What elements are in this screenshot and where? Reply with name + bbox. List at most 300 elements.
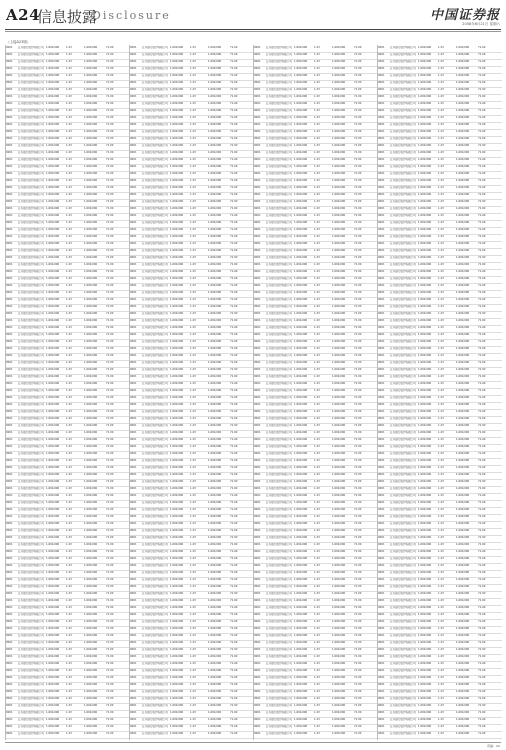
table-cell: 1.23: [190, 164, 196, 168]
table-cell: 江苏银行股份有限公司: [266, 346, 292, 350]
table-cell: 1,000,000: [46, 717, 60, 721]
table-cell: 71.00: [106, 535, 114, 539]
table-cell: 1.23: [438, 591, 444, 595]
table-cell: 1,000,000: [294, 640, 308, 644]
table-cell: 江苏银行股份有限公司: [266, 451, 292, 455]
table-cell: 江苏银行股份有限公司: [142, 514, 168, 518]
table-cell: 江苏银行股份有限公司: [18, 472, 44, 476]
table-cell: 江苏银行股份有限公司: [390, 479, 416, 483]
table-cell: 71.00: [230, 493, 238, 497]
table-cell: 江苏银行股份有限公司: [390, 59, 416, 63]
table-cell: 0001: [254, 374, 261, 378]
table-cell: 1,000,000: [294, 472, 308, 476]
table-cell: 71.00: [354, 199, 362, 203]
table-cell: 0001: [130, 710, 137, 714]
table-cell: 71.00: [106, 577, 114, 581]
table-cell: 0001: [378, 423, 385, 427]
table-cell: 71.00: [478, 710, 486, 714]
table-cell: 江苏银行股份有限公司: [266, 227, 292, 231]
table-cell: 71.00: [230, 619, 238, 623]
table-cell: 1,000,000: [418, 73, 432, 77]
table-cell: 江苏银行股份有限公司: [266, 444, 292, 448]
table-cell: 0001: [254, 339, 261, 343]
table-cell: 71.00: [230, 612, 238, 616]
table-cell: 江苏银行股份有限公司: [266, 682, 292, 686]
table-cell: 1,000,000: [456, 423, 470, 427]
table-cell: 1,000,000: [332, 269, 346, 273]
table-cell: 1,000,000: [456, 101, 470, 105]
table-cell: 71.00: [354, 612, 362, 616]
table-cell: 71.00: [478, 654, 486, 658]
table-cell: 0001: [254, 52, 261, 56]
table-cell: 1,000,000: [208, 598, 222, 602]
table-cell: 0001: [254, 73, 261, 77]
table-cell: 0001: [130, 458, 137, 462]
table-cell: 江苏银行股份有限公司: [390, 458, 416, 462]
table-cell: 71.00: [106, 556, 114, 560]
table-cell: 1,000,000: [46, 661, 60, 665]
table-cell: 江苏银行股份有限公司: [18, 486, 44, 490]
table-cell: 0001: [254, 514, 261, 518]
table-cell: 1,000,000: [456, 500, 470, 504]
table-cell: 1,000,000: [170, 241, 184, 245]
table-cell: 71.00: [230, 73, 238, 77]
table-cell: 1,000,000: [208, 703, 222, 707]
table-cell: 1,000,000: [418, 255, 432, 259]
table-cell: 71.00: [106, 136, 114, 140]
table-cell: 1,000,000: [46, 430, 60, 434]
table-cell: 江苏银行股份有限公司: [18, 549, 44, 553]
table-cell: 71.00: [478, 101, 486, 105]
table-cell: 0001: [254, 59, 261, 63]
table-cell: 1,000,000: [294, 654, 308, 658]
table-cell: 1,000,000: [418, 486, 432, 490]
table-cell: 71.00: [106, 311, 114, 315]
table-cell: 1.23: [66, 409, 72, 413]
table-cell: 71.00: [106, 255, 114, 259]
table-cell: 71.00: [106, 465, 114, 469]
table-cell: 1,000,000: [170, 668, 184, 672]
table-cell: 江苏银行股份有限公司: [266, 409, 292, 413]
table-cell: 1,000,000: [46, 493, 60, 497]
table-cell: 1,000,000: [418, 521, 432, 525]
table-cell: 1,000,000: [84, 682, 98, 686]
table-cell: 1.23: [314, 241, 320, 245]
table-cell: 1,000,000: [208, 339, 222, 343]
table-cell: 0001: [6, 101, 13, 105]
table-cell: 1,000,000: [84, 297, 98, 301]
table-cell: 71.00: [478, 521, 486, 525]
table-cell: 71.00: [106, 94, 114, 98]
table-cell: 江苏银行股份有限公司: [142, 248, 168, 252]
table-cell: 1,000,000: [294, 647, 308, 651]
table-cell: 0001: [254, 451, 261, 455]
table-cell: 江苏银行股份有限公司: [266, 563, 292, 567]
table-cell: 1.23: [438, 563, 444, 567]
table-cell: 江苏银行股份有限公司: [266, 577, 292, 581]
table-cell: 1,000,000: [208, 262, 222, 266]
table-cell: 江苏银行股份有限公司: [390, 248, 416, 252]
table-cell: 71.00: [106, 654, 114, 658]
table-cell: 71.00: [354, 262, 362, 266]
table-cell: 1.23: [438, 381, 444, 385]
table-cell: 1.23: [190, 423, 196, 427]
table-cell: 1,000,000: [418, 87, 432, 91]
table-cell: 1.23: [314, 94, 320, 98]
table-cell: 江苏银行股份有限公司: [266, 297, 292, 301]
table-cell: 0001: [6, 136, 13, 140]
table-cell: 1,000,000: [46, 129, 60, 133]
table-cell: 71.00: [106, 220, 114, 224]
table-cell: 1,000,000: [84, 514, 98, 518]
table-cell: 1,000,000: [84, 241, 98, 245]
table-cell: 0001: [130, 87, 137, 91]
table-cell: 0001: [254, 157, 261, 161]
table-cell: 0001: [378, 640, 385, 644]
table-cell: 1,000,000: [456, 619, 470, 623]
table-cell: 1,000,000: [332, 227, 346, 231]
table-cell: 1,000,000: [170, 570, 184, 574]
table-cell: 0001: [254, 626, 261, 630]
table-cell: 江苏银行股份有限公司: [18, 129, 44, 133]
table-cell: 1,000,000: [46, 388, 60, 392]
table-cell: 71.00: [478, 283, 486, 287]
table-cell: 1,000,000: [170, 493, 184, 497]
table-cell: 0001: [6, 717, 13, 721]
table-cell: 1,000,000: [294, 584, 308, 588]
table-cell: 江苏银行股份有限公司: [266, 255, 292, 259]
table-cell: 0001: [378, 598, 385, 602]
table-cell: 江苏银行股份有限公司: [18, 626, 44, 630]
table-column: [5, 45, 130, 740]
table-cell: 1.23: [66, 556, 72, 560]
table-row: [6, 731, 130, 739]
table-cell: 71.00: [106, 570, 114, 574]
table-column: [253, 45, 378, 740]
table-cell: 0001: [130, 374, 137, 378]
table-cell: 1.23: [438, 724, 444, 728]
table-cell: 0001: [130, 108, 137, 112]
table-cell: 1.23: [66, 437, 72, 441]
table-cell: 江苏银行股份有限公司: [266, 52, 292, 56]
table-cell: 71.00: [230, 136, 238, 140]
table-cell: 0001: [130, 549, 137, 553]
table-cell: 0001: [378, 675, 385, 679]
table-cell: 江苏银行股份有限公司: [142, 577, 168, 581]
table-cell: 江苏银行股份有限公司: [390, 374, 416, 378]
table-cell: 江苏银行股份有限公司: [142, 164, 168, 168]
table-cell: 0001: [130, 521, 137, 525]
table-cell: 1,000,000: [170, 353, 184, 357]
table-cell: 0001: [378, 500, 385, 504]
table-cell: 江苏银行股份有限公司: [18, 556, 44, 560]
table-cell: 71.00: [478, 717, 486, 721]
table-cell: 0001: [254, 241, 261, 245]
table-cell: 江苏银行股份有限公司: [390, 500, 416, 504]
table-cell: 1,000,000: [294, 535, 308, 539]
table-cell: 1,000,000: [294, 619, 308, 623]
table-cell: 江苏银行股份有限公司: [390, 570, 416, 574]
table-cell: 1,000,000: [208, 528, 222, 532]
table-cell: 1,000,000: [84, 696, 98, 700]
table-cell: 1.23: [190, 87, 196, 91]
table-cell: 1,000,000: [208, 696, 222, 700]
table-cell: 0001: [6, 325, 13, 329]
table-cell: 1,000,000: [294, 570, 308, 574]
table-cell: 1,000,000: [418, 584, 432, 588]
table-cell: 0001: [130, 507, 137, 511]
table-cell: 0001: [130, 73, 137, 77]
table-cell: 1.23: [190, 241, 196, 245]
table-cell: 71.00: [106, 339, 114, 343]
table-cell: 江苏银行股份有限公司: [390, 633, 416, 637]
table-cell: 1,000,000: [46, 178, 60, 182]
table-cell: 0001: [130, 115, 137, 119]
table-cell: 1.23: [66, 703, 72, 707]
table-cell: 1.23: [190, 318, 196, 322]
table-cell: 1,000,000: [332, 423, 346, 427]
table-cell: 1,000,000: [418, 129, 432, 133]
table-cell: 1,000,000: [208, 283, 222, 287]
table-cell: 1,000,000: [456, 612, 470, 616]
table-cell: 1,000,000: [208, 570, 222, 574]
table-cell: 1,000,000: [170, 171, 184, 175]
table-cell: 1,000,000: [170, 66, 184, 70]
table-cell: 1,000,000: [208, 584, 222, 588]
table-cell: 江苏银行股份有限公司: [142, 115, 168, 119]
table-cell: 1.23: [66, 535, 72, 539]
table-cell: 江苏银行股份有限公司: [266, 241, 292, 245]
table-cell: 1.23: [314, 514, 320, 518]
table-cell: 1,000,000: [332, 276, 346, 280]
table-cell: 71.00: [354, 696, 362, 700]
table-cell: 1.23: [190, 234, 196, 238]
table-cell: 1.23: [438, 549, 444, 553]
table-cell: 71.00: [106, 724, 114, 728]
table-cell: 1.23: [66, 227, 72, 231]
table-cell: 1,000,000: [418, 731, 432, 735]
table-cell: 0001: [378, 703, 385, 707]
table-cell: 1,000,000: [170, 619, 184, 623]
table-cell: 1.23: [438, 423, 444, 427]
table-cell: 71.00: [106, 626, 114, 630]
table-cell: 江苏银行股份有限公司: [142, 45, 168, 49]
table-cell: 1,000,000: [208, 675, 222, 679]
table-cell: 1,000,000: [418, 80, 432, 84]
table-cell: 1,000,000: [332, 486, 346, 490]
table-cell: 0001: [6, 115, 13, 119]
table-cell: 71.00: [106, 360, 114, 364]
table-cell: 江苏银行股份有限公司: [266, 703, 292, 707]
table-cell: 71.00: [354, 598, 362, 602]
table-cell: 1,000,000: [456, 549, 470, 553]
table-cell: 1,000,000: [170, 423, 184, 427]
table-cell: 1.23: [66, 507, 72, 511]
table-cell: 江苏银行股份有限公司: [18, 157, 44, 161]
table-cell: 0001: [130, 444, 137, 448]
table-cell: 1,000,000: [456, 710, 470, 714]
table-cell: 71.00: [354, 367, 362, 371]
table-cell: 江苏银行股份有限公司: [390, 332, 416, 336]
table-cell: 1.23: [314, 290, 320, 294]
table-cell: 江苏银行股份有限公司: [390, 605, 416, 609]
table-cell: 1,000,000: [456, 626, 470, 630]
table-cell: 江苏银行股份有限公司: [18, 640, 44, 644]
table-cell: 71.00: [354, 661, 362, 665]
table-cell: 1,000,000: [294, 675, 308, 679]
table-cell: 0001: [254, 87, 261, 91]
table-cell: 1,000,000: [46, 598, 60, 602]
table-cell: 71.00: [230, 339, 238, 343]
table-cell: 71.00: [230, 451, 238, 455]
table-cell: 江苏银行股份有限公司: [266, 192, 292, 196]
table-cell: 71.00: [230, 395, 238, 399]
table-cell: 江苏银行股份有限公司: [390, 451, 416, 455]
table-cell: 江苏银行股份有限公司: [266, 220, 292, 224]
table-cell: 71.00: [106, 318, 114, 322]
table-cell: 1.23: [314, 185, 320, 189]
table-cell: 0001: [378, 591, 385, 595]
table-cell: 0001: [130, 640, 137, 644]
table-cell: 江苏银行股份有限公司: [142, 626, 168, 630]
table-cell: 71.00: [106, 52, 114, 56]
table-cell: 71.00: [354, 647, 362, 651]
table-cell: 1,000,000: [170, 192, 184, 196]
table-cell: 江苏银行股份有限公司: [266, 143, 292, 147]
table-cell: 1,000,000: [332, 640, 346, 644]
table-cell: 1,000,000: [84, 689, 98, 693]
table-cell: 1,000,000: [46, 234, 60, 238]
table-cell: 1.23: [66, 360, 72, 364]
table-cell: 0001: [378, 612, 385, 616]
table-cell: 1.23: [190, 486, 196, 490]
table-cell: 0001: [130, 318, 137, 322]
table-cell: 1,000,000: [46, 290, 60, 294]
table-cell: 江苏银行股份有限公司: [18, 304, 44, 308]
table-cell: 1,000,000: [294, 710, 308, 714]
table-cell: 71.00: [478, 598, 486, 602]
table-cell: 江苏银行股份有限公司: [266, 528, 292, 532]
table-cell: 1,000,000: [418, 696, 432, 700]
table-cell: 1.23: [438, 367, 444, 371]
table-cell: 1,000,000: [332, 52, 346, 56]
table-cell: 江苏银行股份有限公司: [142, 234, 168, 238]
table-cell: 1.23: [314, 262, 320, 266]
table-cell: 0001: [254, 654, 261, 658]
table-cell: 江苏银行股份有限公司: [18, 724, 44, 728]
table-cell: 0001: [130, 577, 137, 581]
table-cell: 0001: [254, 178, 261, 182]
table-cell: 1,000,000: [418, 612, 432, 616]
table-cell: 1,000,000: [456, 374, 470, 378]
table-cell: 71.00: [354, 178, 362, 182]
table-cell: 1.23: [438, 318, 444, 322]
table-cell: 1,000,000: [208, 290, 222, 294]
table-cell: 71.00: [106, 178, 114, 182]
table-cell: 1.23: [66, 402, 72, 406]
table-cell: 71.00: [478, 248, 486, 252]
table-cell: 1,000,000: [456, 395, 470, 399]
table-cell: 1,000,000: [84, 283, 98, 287]
table-cell: 江苏银行股份有限公司: [142, 570, 168, 574]
table-cell: 1.23: [314, 696, 320, 700]
table-cell: 1.23: [190, 577, 196, 581]
footer-rule: [5, 742, 501, 743]
table-cell: 1,000,000: [294, 339, 308, 343]
table-cell: 1,000,000: [46, 80, 60, 84]
table-cell: 1,000,000: [208, 661, 222, 665]
table-cell: 1,000,000: [84, 591, 98, 595]
table-cell: 1,000,000: [46, 332, 60, 336]
table-cell: 1,000,000: [46, 94, 60, 98]
table-cell: 0001: [378, 682, 385, 686]
table-cell: 1,000,000: [84, 108, 98, 112]
table-cell: 71.00: [478, 493, 486, 497]
table-cell: 1,000,000: [84, 115, 98, 119]
table-cell: 0001: [254, 479, 261, 483]
table-cell: 1,000,000: [332, 619, 346, 623]
table-cell: 1.23: [438, 493, 444, 497]
table-cell: 1.23: [66, 304, 72, 308]
table-cell: 0001: [6, 52, 13, 56]
table-cell: 71.00: [230, 563, 238, 567]
table-cell: 0001: [130, 269, 137, 273]
table-cell: 江苏银行股份有限公司: [142, 262, 168, 266]
table-cell: 1.23: [190, 430, 196, 434]
table-cell: 1.23: [438, 255, 444, 259]
table-cell: 71.00: [354, 59, 362, 63]
table-cell: 1,000,000: [170, 178, 184, 182]
table-cell: 0001: [254, 290, 261, 294]
table-cell: 71.00: [230, 696, 238, 700]
table-cell: 江苏银行股份有限公司: [142, 724, 168, 728]
table-cell: 1,000,000: [208, 647, 222, 651]
table-cell: 1,000,000: [170, 388, 184, 392]
table-cell: 江苏银行股份有限公司: [18, 59, 44, 63]
table-cell: 1,000,000: [294, 682, 308, 686]
table-cell: 江苏银行股份有限公司: [266, 493, 292, 497]
table-cell: 1,000,000: [84, 248, 98, 252]
table-cell: 71.00: [106, 423, 114, 427]
table-cell: 1,000,000: [456, 682, 470, 686]
table-cell: 71.00: [230, 465, 238, 469]
table-cell: 71.00: [478, 115, 486, 119]
table-cell: 1,000,000: [208, 94, 222, 98]
table-cell: 71.00: [478, 563, 486, 567]
table-cell: 1.23: [66, 696, 72, 700]
table-cell: 江苏银行股份有限公司: [18, 332, 44, 336]
table-cell: 1.23: [190, 66, 196, 70]
table-cell: 1,000,000: [294, 605, 308, 609]
table-cell: 江苏银行股份有限公司: [142, 101, 168, 105]
table-cell: 1,000,000: [332, 521, 346, 525]
table-cell: 0001: [378, 507, 385, 511]
header-rule: [5, 29, 501, 30]
table-cell: 江苏银行股份有限公司: [266, 423, 292, 427]
table-cell: 0001: [378, 234, 385, 238]
table-cell: 江苏银行股份有限公司: [18, 570, 44, 574]
table-cell: 江苏银行股份有限公司: [390, 416, 416, 420]
table-cell: 江苏银行股份有限公司: [142, 143, 168, 147]
table-cell: 1.23: [190, 290, 196, 294]
table-cell: 1,000,000: [84, 213, 98, 217]
table-cell: 1,000,000: [332, 402, 346, 406]
table-cell: 江苏银行股份有限公司: [266, 367, 292, 371]
table-cell: 71.00: [478, 227, 486, 231]
table-cell: 0001: [254, 94, 261, 98]
table-cell: 1,000,000: [456, 472, 470, 476]
table-cell: 0001: [378, 521, 385, 525]
